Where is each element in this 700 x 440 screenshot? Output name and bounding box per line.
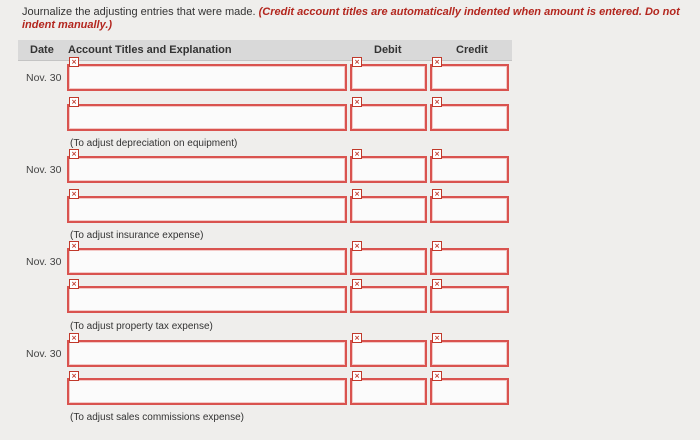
instructions xyxy=(22,6,692,32)
x-mark-icon: × xyxy=(432,241,442,251)
entry-2-credit-account-input[interactable] xyxy=(67,190,347,223)
x-mark-icon: × xyxy=(69,57,79,67)
x-mark-icon: × xyxy=(352,241,362,251)
x-mark-icon: × xyxy=(69,149,79,159)
instructions-text: Journalize the adjusting entries that were made. xyxy=(22,6,259,18)
entry-3-credit-amount-input[interactable] xyxy=(430,280,509,313)
entry-4-debit-row-credit-input[interactable] xyxy=(430,334,509,367)
entry-1-debit-account-input[interactable] xyxy=(67,58,347,91)
x-mark-icon: × xyxy=(432,279,442,289)
entry-1-credit-row-debit-input[interactable] xyxy=(350,98,427,131)
x-mark-icon: × xyxy=(69,97,79,107)
entry-4-debit-account-input[interactable] xyxy=(67,334,347,367)
header-credit: Credit xyxy=(456,44,488,56)
entry-1-credit-amount-input[interactable] xyxy=(430,98,509,131)
header-account: Account Titles and Explanation xyxy=(68,44,232,56)
entry-3-date: Nov. 30 xyxy=(26,256,62,268)
x-mark-icon: × xyxy=(352,149,362,159)
instructions-emphasis: (Credit account titles are automatically indented when amount is entered. Do not indent manually.) xyxy=(22,6,680,31)
x-mark-icon: × xyxy=(432,57,442,67)
x-mark-icon: × xyxy=(352,333,362,343)
entry-4-credit-account-input[interactable] xyxy=(67,372,347,405)
entry-3-credit-row-debit-input[interactable] xyxy=(350,280,427,313)
entry-1-debit-amount-input[interactable] xyxy=(350,58,427,91)
header-date: Date xyxy=(30,44,54,56)
x-mark-icon: × xyxy=(69,333,79,343)
x-mark-icon: × xyxy=(352,189,362,199)
entry-2-debit-row-credit-input[interactable] xyxy=(430,150,509,183)
entry-1-date: Nov. 30 xyxy=(26,72,62,84)
entry-1-explanation: (To adjust depreciation on equipment) xyxy=(70,138,238,149)
entry-1-credit-account-input[interactable] xyxy=(67,98,347,131)
entry-2-credit-row-debit-input[interactable] xyxy=(350,190,427,223)
x-mark-icon: × xyxy=(352,57,362,67)
x-mark-icon: × xyxy=(432,97,442,107)
entry-2-explanation: (To adjust insurance expense) xyxy=(70,230,204,241)
entry-1-debit-row-credit-input[interactable] xyxy=(430,58,509,91)
x-mark-icon: × xyxy=(69,371,79,381)
entry-2-debit-account-input[interactable] xyxy=(67,150,347,183)
entry-3-debit-amount-input[interactable] xyxy=(350,242,427,275)
entry-3-debit-account-input[interactable] xyxy=(67,242,347,275)
entry-3-debit-row-credit-input[interactable] xyxy=(430,242,509,275)
entry-2-credit-amount-input[interactable] xyxy=(430,190,509,223)
x-mark-icon: × xyxy=(432,371,442,381)
entry-4-credit-row-debit-input[interactable] xyxy=(350,372,427,405)
entry-2-date: Nov. 30 xyxy=(26,164,62,176)
x-mark-icon: × xyxy=(69,241,79,251)
x-mark-icon: × xyxy=(352,97,362,107)
entry-3-explanation: (To adjust property tax expense) xyxy=(70,321,213,332)
entry-4-credit-amount-input[interactable] xyxy=(430,372,509,405)
entry-2-debit-amount-input[interactable] xyxy=(350,150,427,183)
entry-4-debit-amount-input[interactable] xyxy=(350,334,427,367)
entry-3-credit-account-input[interactable] xyxy=(67,280,347,313)
x-mark-icon: × xyxy=(69,189,79,199)
x-mark-icon: × xyxy=(432,149,442,159)
entry-4-date: Nov. 30 xyxy=(26,348,62,360)
x-mark-icon: × xyxy=(432,333,442,343)
x-mark-icon: × xyxy=(432,189,442,199)
entry-4-explanation: (To adjust sales commissions expense) xyxy=(70,412,244,423)
x-mark-icon: × xyxy=(69,279,79,289)
x-mark-icon: × xyxy=(352,279,362,289)
header-debit: Debit xyxy=(374,44,402,56)
x-mark-icon: × xyxy=(352,371,362,381)
